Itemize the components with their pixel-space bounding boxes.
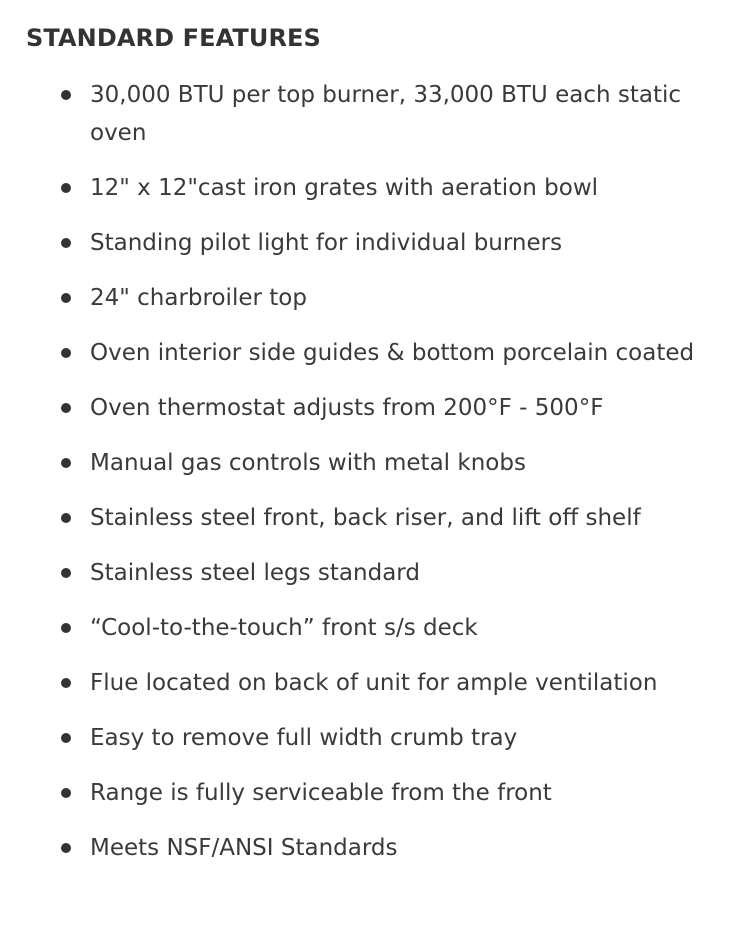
feature-item — [0, 719, 742, 757]
bullet-icon — [61, 183, 71, 193]
feature-item — [0, 389, 742, 427]
feature-item — [0, 224, 742, 262]
feature-text: Range is fully serviceable from the front — [90, 780, 552, 806]
feature-text: 12" x 12"cast iron grates with aeration bowl — [90, 175, 599, 201]
feature-text: Oven thermostat adjusts from 200°F - 500°F — [90, 395, 604, 421]
bullet-icon — [61, 678, 71, 688]
feature-item — [0, 829, 742, 867]
feature-item — [0, 774, 742, 812]
bullet-icon — [61, 733, 71, 743]
bullet-icon — [61, 238, 71, 248]
features-list — [0, 76, 742, 884]
feature-item — [0, 279, 742, 317]
feature-item — [0, 664, 742, 702]
feature-item — [0, 499, 742, 537]
section-title: STANDARD FEATURES — [26, 24, 321, 52]
feature-item — [0, 444, 742, 482]
bullet-icon — [61, 458, 71, 468]
bullet-icon — [61, 843, 71, 853]
bullet-icon — [61, 623, 71, 633]
feature-text: 30,000 BTU per top burner, 33,000 BTU each static oven — [90, 82, 682, 146]
feature-text: Manual gas controls with metal knobs — [90, 450, 526, 476]
feature-text: Stainless steel front, back riser, and lift off shelf — [90, 505, 641, 531]
feature-text: Meets NSF/ANSI Standards — [90, 835, 398, 861]
bullet-icon — [61, 403, 71, 413]
feature-text: Easy to remove full width crumb tray — [90, 725, 518, 751]
bullet-icon — [61, 568, 71, 578]
feature-item — [0, 609, 742, 647]
bullet-icon — [61, 513, 71, 523]
feature-text: Flue located on back of unit for ample ventilation — [90, 670, 658, 696]
bullet-icon — [61, 90, 71, 100]
feature-item — [0, 334, 742, 372]
feature-text: 24" charbroiler top — [90, 285, 307, 311]
feature-text: Standing pilot light for individual burners — [90, 230, 563, 256]
feature-item — [0, 76, 742, 152]
bullet-icon — [61, 293, 71, 303]
bullet-icon — [61, 788, 71, 798]
bullet-icon — [61, 348, 71, 358]
feature-text: “Cool-to-the-touch” front s/s deck — [90, 615, 478, 641]
feature-text: Stainless steel legs standard — [90, 560, 420, 586]
feature-item — [0, 554, 742, 592]
feature-text: Oven interior side guides & bottom porcelain coated — [90, 340, 695, 366]
feature-item — [0, 169, 742, 207]
